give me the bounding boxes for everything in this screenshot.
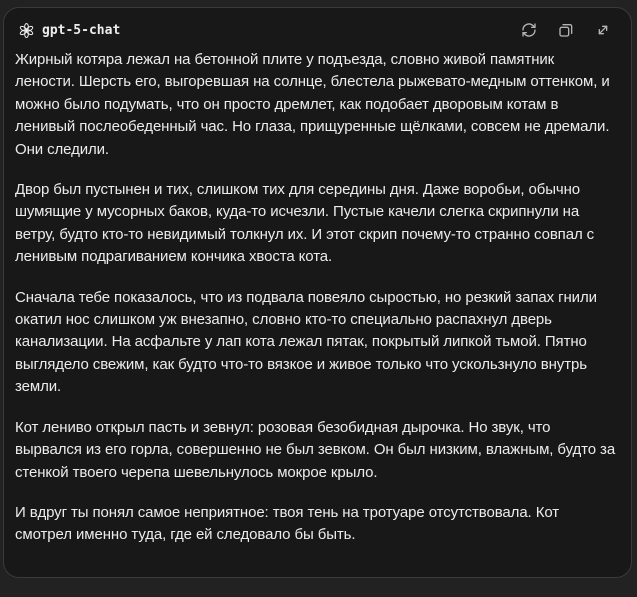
paragraph: Сначала тебе показалось, что из подвала повеяло сыростью, но резкий запах гнили окатил нос слишком уж внезапно, словно кто-то специально распахнул дверь канализации. На асфальте у лап кота лежал пятак, покрытый липкой тьмой. Пятно выглядело свежим, как будто что-то вязкое и живое только что ускользнуло внутрь земли. [15, 288, 597, 396]
openai-logo-icon [18, 22, 35, 39]
expand-button[interactable] [591, 18, 615, 42]
header-actions [517, 18, 615, 42]
paragraph: Кот лениво открыл пасть и зевнул: розовая безобидная дырочка. Но звук, что вырвался из его горла, совершенно не был зевком. Он был низким, влажным, будто за стенкой твоего черепа шевельнулось мокрое крыло. [15, 418, 616, 481]
expand-icon [595, 22, 611, 38]
copy-icon [558, 22, 574, 38]
model-name-label: gpt-5-chat [42, 22, 121, 38]
regenerate-button[interactable] [517, 18, 541, 42]
copy-button[interactable] [554, 18, 578, 42]
card-header [4, 8, 631, 43]
paragraph: Двор был пустынен и тих, слишком тих для середины дня. Даже воробьи, обычно шумящие у мусорных баков, куда-то исчезли. Пустые качели слегка скрипнули на ветру, будто кто-то невидимый толкнул их. И этот скрип почему-то странно совпал с ленивым подрагиванием кончика хвоста кота. [15, 181, 595, 266]
model-response-card [3, 7, 632, 578]
refresh-icon [521, 22, 537, 38]
message-body [4, 43, 631, 547]
paragraph: Жирный котяра лежал на бетонной плите у подъезда, словно живой памятник лености. Шерсть его, выгоревшая на солнце, блестела рыжевато-медным оттенком, и можно было подумать, что он просто дремлет, как подобает дворовым котам в ленивый послеобеденный час. Но глаза, прищуренные щёлками, совсем не дремали. Они следили. [15, 51, 610, 158]
paragraph: И вдруг ты понял самое неприятное: твоя тень на тротуаре отсутствовала. Кот смотрел именно туда, где ей следовало бы быть. [15, 503, 560, 544]
